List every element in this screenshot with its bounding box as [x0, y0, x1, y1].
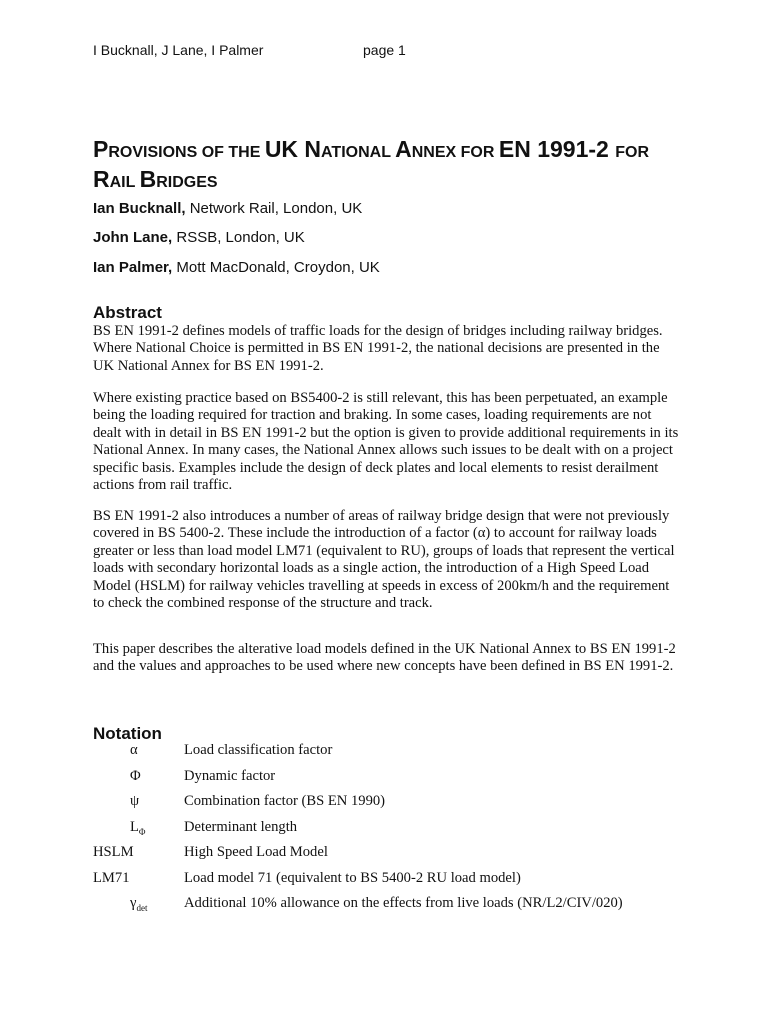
- notation-item: [93, 870, 653, 896]
- title-part: EN 1991-2 FOR: [498, 136, 650, 162]
- author-affiliation: Network Rail, London, UK: [185, 200, 363, 217]
- title-part: BRIDGES: [139, 166, 218, 192]
- notation-description: High Speed Load Model: [184, 844, 328, 860]
- abstract-heading: Abstract: [93, 303, 162, 322]
- abstract-paragraph: BS EN 1991-2 defines models of traffic loads for the design of bridges including railway bridges. Where National Choice is permitted in BS EN 1991-2, the national decisions are presented in the UK National Annex for BS EN 1991-2.: [93, 323, 663, 374]
- notation-symbol: HSLM: [93, 844, 134, 860]
- title-part: ANNEX FOR: [395, 136, 499, 162]
- notation-symbol: $\gamma_{det}$: [130, 895, 148, 913]
- abstract-paragraph: Where existing practice based on BS5400-2 is still relevant, this has been perpetuated, an example being the loading required for traction and braking. In some cases, loading requirements are not dealt with in detail in BS EN 1991-2 but the option is given to provide additional requirements in its National Annex. In many cases, the National Annex allows such issues to be dealt with on a project specific basis. Examples include the design of deck plates and local elements to resist derailment actions from rail traffic.: [93, 390, 679, 494]
- notation-symbol: α: [130, 742, 138, 758]
- notation-description: Dynamic factor: [184, 767, 276, 784]
- abstract-paragraph: This paper describes the alterative load models defined in the UK National Annex to BS EN 1991-2 and the values and approaches to be used where new concepts have been defined in BS EN 1991-2.: [93, 641, 676, 675]
- author-affiliation: Mott MacDonald, Croydon, UK: [172, 259, 380, 276]
- notation-item: [130, 895, 690, 921]
- title-part: UK NATIONAL: [264, 136, 396, 162]
- notation-description: Load classification factor: [184, 742, 333, 758]
- notation-description: Load model 71 (equivalent to BS 5400-2 RU load model): [184, 869, 521, 886]
- notation-list: [93, 742, 690, 921]
- notation-item: [130, 742, 690, 768]
- author-name: John Lane,: [93, 229, 173, 246]
- notation-description: Determinant length: [184, 818, 298, 835]
- paper-title: [93, 136, 693, 196]
- title-part: PROVISIONS OF THE: [93, 136, 265, 162]
- author-line: [93, 259, 380, 276]
- page-number: page 1: [363, 42, 406, 58]
- notation-item: [130, 793, 690, 819]
- author-line: [93, 200, 362, 217]
- notation-item: [93, 844, 653, 870]
- notation-heading: Notation: [93, 724, 162, 743]
- notation-item: [130, 768, 690, 794]
- author-name: Ian Bucknall,: [93, 200, 186, 217]
- running-header-authors: I Bucknall, J Lane, I Palmer: [93, 42, 264, 58]
- notation-item: [130, 819, 690, 845]
- author-line: [93, 229, 305, 246]
- notation-symbol: Φ: [130, 767, 141, 784]
- abstract-paragraph: BS EN 1991-2 also introduces a number of areas of railway bridge design that were not previously covered in BS 5400-2. These include the introduction of a factor (α) to account for railway loads greater or less than load model LM71 (equivalent to RU), groups of loads that represent the vertical loads with secondary horizontal loads as a single action, the introduction of a High Speed Load Model (HSLM) for railway vehicles travelling at speeds in excess of 200km/h and the requirement to check the combined response of the structure and track.: [93, 508, 675, 612]
- notation-description: Combination factor (BS EN 1990): [184, 793, 386, 809]
- author-name: Ian Palmer,: [93, 259, 173, 276]
- notation-description: Additional 10% allowance on the effects from live loads (NR/L2/CIV/020): [184, 895, 623, 911]
- notation-symbol: $L_\Phi$: [130, 818, 146, 837]
- notation-symbol: LM71: [93, 869, 130, 886]
- notation-symbol: ψ: [130, 793, 140, 809]
- author-affiliation: RSSB, London, UK: [172, 229, 305, 246]
- title-part: RAIL: [93, 166, 140, 192]
